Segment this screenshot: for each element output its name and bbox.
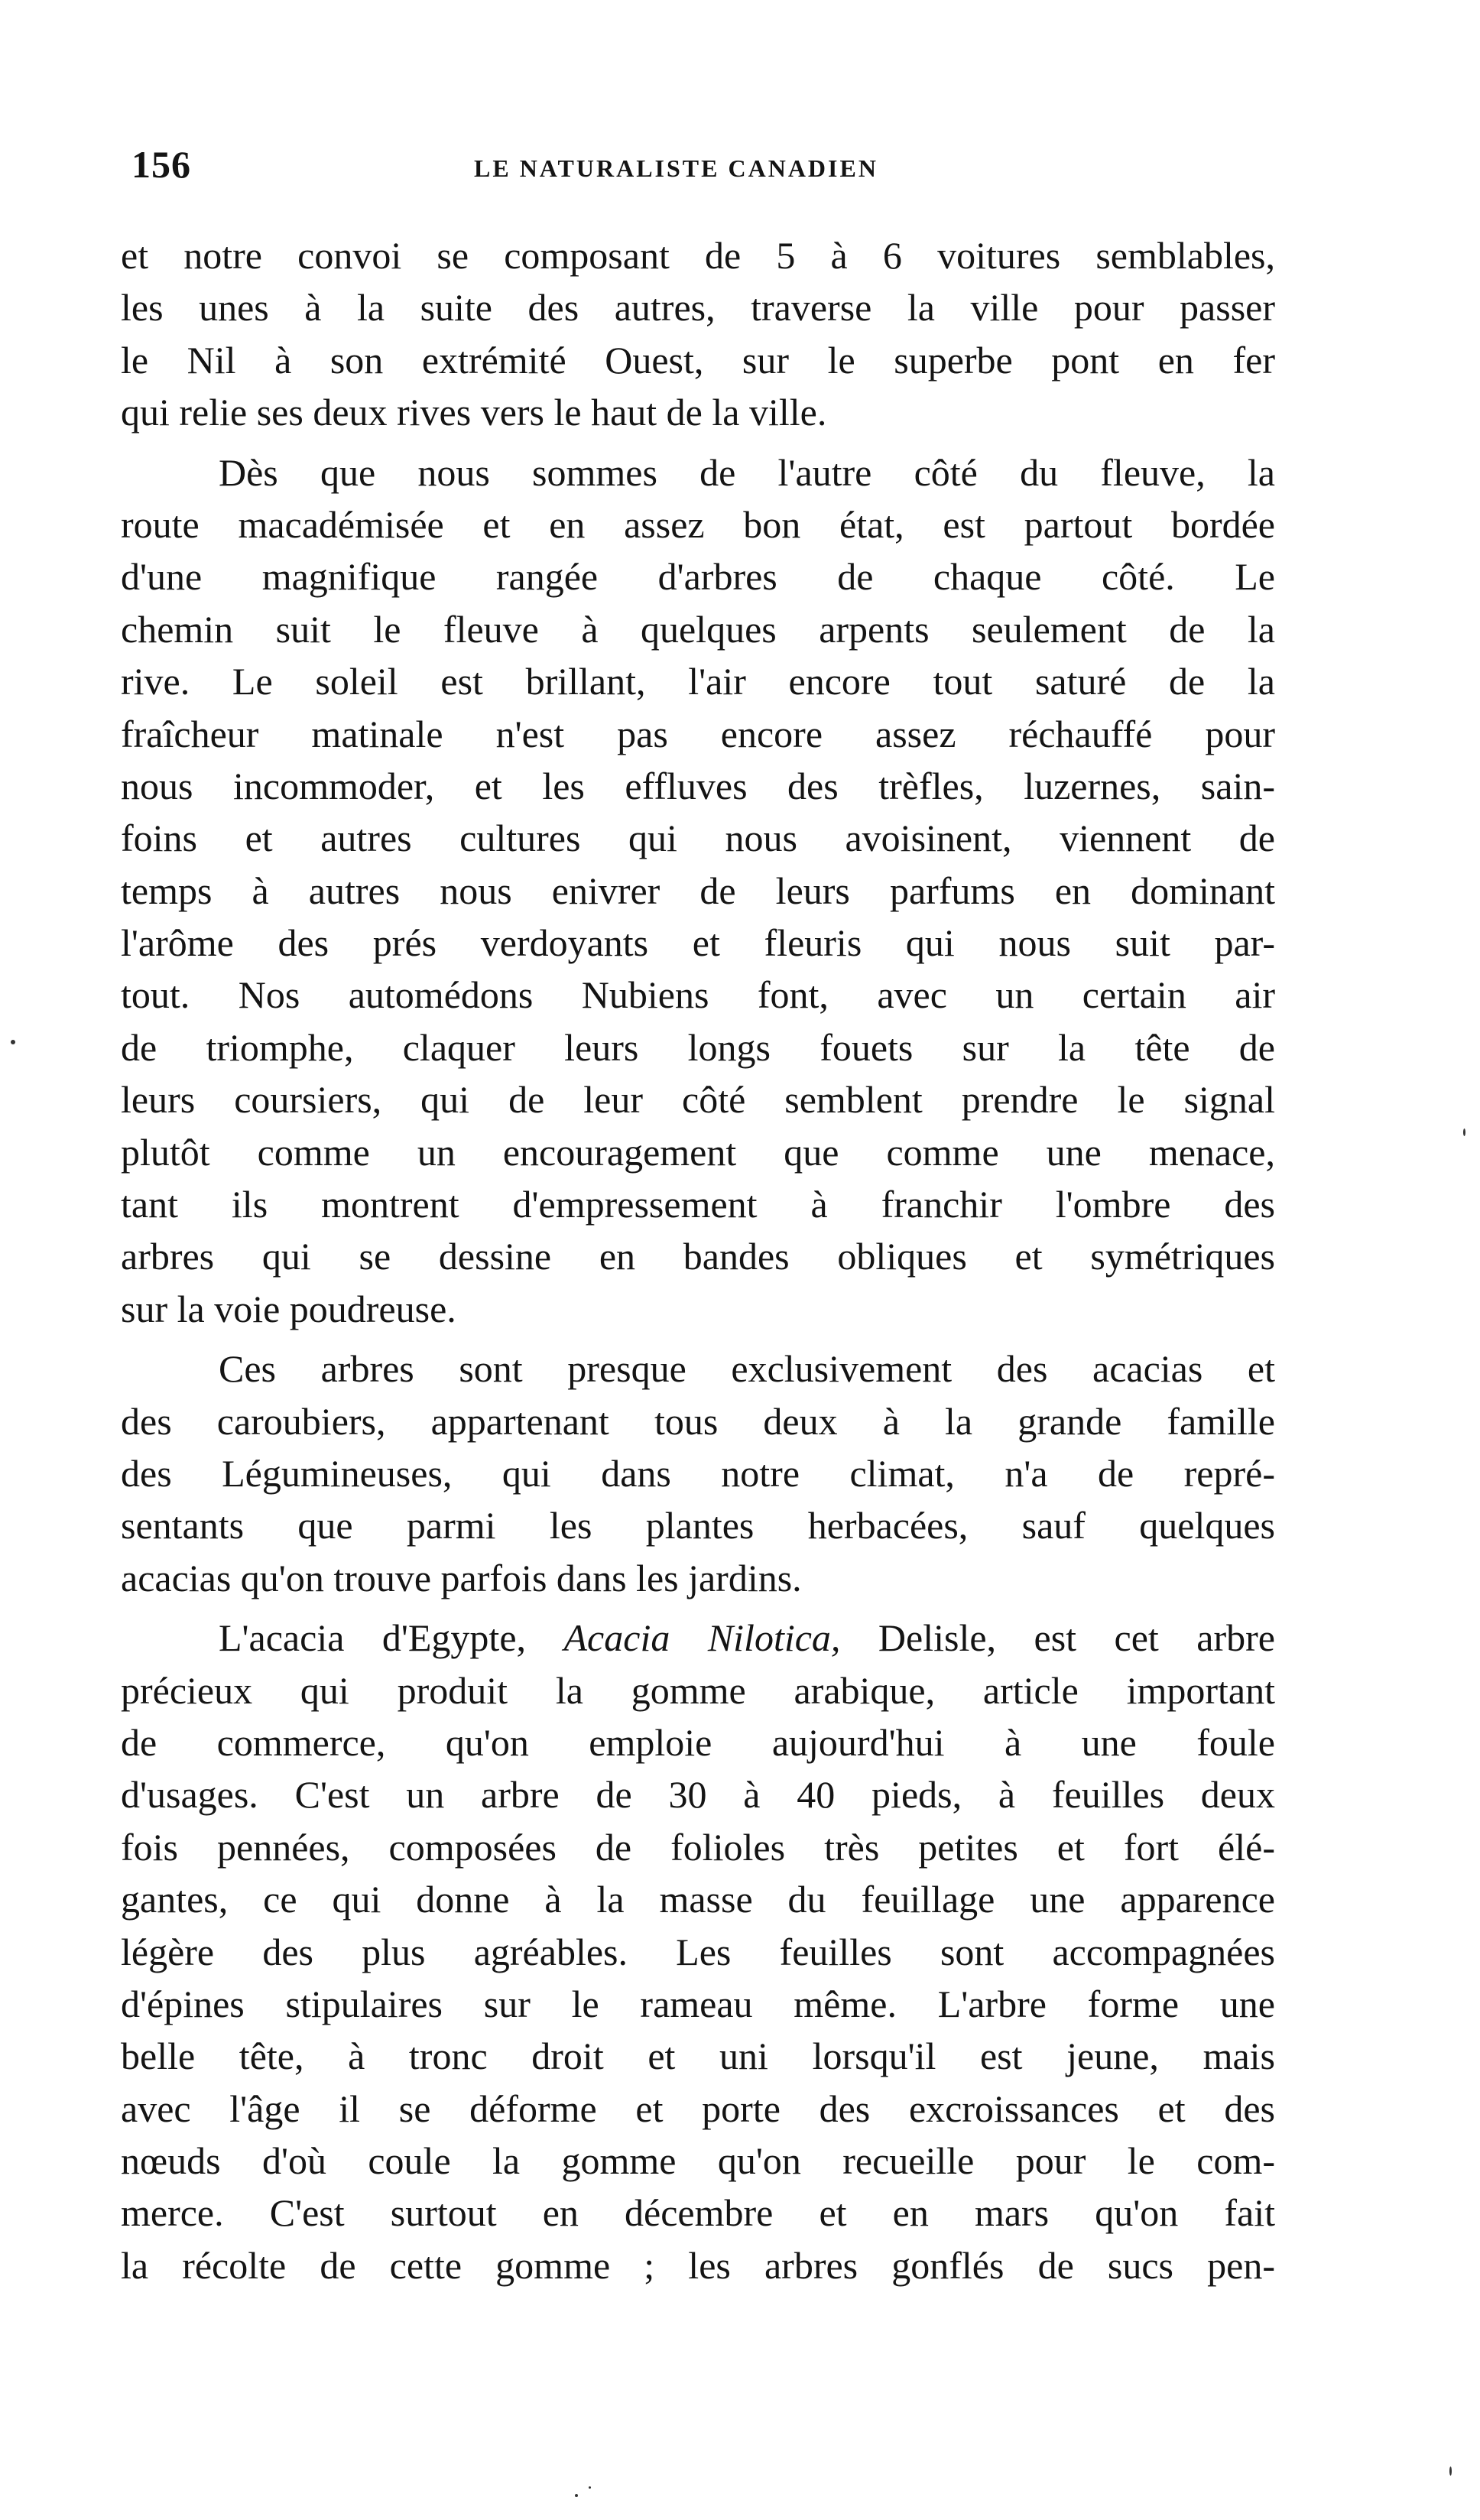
text-run: L'acacia d'Egypte, <box>219 1616 564 1660</box>
paragraph-1 <box>121 229 1275 439</box>
scan-speck <box>1463 1128 1465 1136</box>
paragraph-4 <box>121 1612 1275 2291</box>
text-line: qui relie ses deux rives vers le haut de la ville. <box>121 391 827 434</box>
running-head: LE NATURALISTE CANADIEN <box>474 154 878 182</box>
text-run: Delisle, est cet arbre <box>840 1616 1275 1660</box>
text-line: temps à autres nous enivrer de leurs parfums en dominant <box>121 869 1275 912</box>
scan-speck <box>11 1040 15 1044</box>
text-line: route macadémisée et en assez bon état, est partout bordée <box>121 502 1275 546</box>
species-name: Acacia Nilotica, <box>563 1616 841 1660</box>
text-line: nous incommoder, et les effluves des trèfles, luzernes, sain- <box>121 764 1275 807</box>
text-line: foins et autres cultures qui nous avoisinent, viennent de <box>121 817 1275 860</box>
text-line: légère des plus agréables. Les feuilles sont accompagnées <box>121 1930 1275 1973</box>
paragraph-3 <box>121 1343 1275 1604</box>
text-line: tout. Nos automédons Nubiens font, avec un certain air <box>121 973 1275 1017</box>
text-line: les unes à la suite des autres, traverse la ville pour passer <box>121 286 1275 330</box>
text-line: des Légumineuses, qui dans notre climat, n'a de repré- <box>121 1451 1275 1495</box>
page-number: 156 <box>131 143 191 186</box>
text-line: des caroubiers, appartenant tous deux à la grande famille <box>121 1399 1275 1443</box>
text-line: arbres qui se dessine en bandes obliques et symétriques <box>121 1235 1275 1278</box>
text-line: précieux qui produit la gomme arabique, article important <box>121 1668 1275 1712</box>
text-line: sur la voie poudreuse. <box>121 1287 456 1330</box>
text-line: belle tête, à tronc droit et uni lorsqu'il est jeune, mais <box>121 2035 1275 2078</box>
text-line: de triomphe, claquer leurs longs fouets sur la tête de <box>121 1025 1275 1069</box>
text-line: de commerce, qu'on emploie aujourd'hui à une foule <box>121 1720 1275 1764</box>
text-line: fois pennées, composées de folioles très petites et fort élé- <box>121 1825 1275 1869</box>
text-line: la récolte de cette gomme ; les arbres gonflés de sucs pen- <box>121 2243 1275 2287</box>
text-line: gantes, ce qui donne à la masse du feuillage une apparence <box>121 1878 1275 1921</box>
text-line: chemin suit le fleuve à quelques arpents seulement de la <box>121 607 1275 651</box>
text-line <box>121 1612 1275 1664</box>
text-line: fraîcheur matinale n'est pas encore assez réchauffé pour <box>121 712 1275 755</box>
page-header <box>131 142 1309 196</box>
text-line: le Nil à son extrémité Ouest, sur le superbe pont en fer <box>121 338 1275 382</box>
text-line: Ces arbres sont presque exclusivement des acacias et <box>219 1347 1275 1391</box>
text-line: nœuds d'où coule la gomme qu'on recueille pour le com- <box>121 2139 1275 2183</box>
text-line: Dès que nous sommes de l'autre côté du fleuve, la <box>219 450 1275 494</box>
scan-speck <box>589 2486 591 2489</box>
text-line: avec l'âge il se déforme et porte des excroissances et des <box>121 2086 1275 2130</box>
text-line: rive. Le soleil est brillant, l'air encore tout saturé de la <box>121 660 1275 703</box>
text-line: plutôt comme un encouragement que comme une menace, <box>121 1130 1275 1174</box>
text-line: acacias qu'on trouve parfois dans les jardins. <box>121 1556 802 1599</box>
text-line: et notre convoi se composant de 5 à 6 voitures semblables, <box>121 234 1275 277</box>
text-line: leurs coursiers, qui de leur côté semblent prendre le signal <box>121 1078 1275 1122</box>
text-line: d'épines stipulaires sur le rameau même. L'arbre forme une <box>121 1982 1275 2025</box>
text-line: d'une magnifique rangée d'arbres de chaque côté. Le <box>121 555 1275 599</box>
scan-speck <box>1449 2466 1452 2476</box>
scan-speck <box>575 2494 578 2497</box>
text-line: tant ils montrent d'empressement à franchir l'ombre des <box>121 1183 1275 1226</box>
paragraph-2 <box>121 447 1275 1336</box>
text-line: l'arôme des prés verdoyants et fleuris qui nous suit par- <box>121 921 1275 965</box>
text-line: d'usages. C'est un arbre de 30 à 40 pieds, à feuilles deux <box>121 1773 1275 1817</box>
text-line: merce. C'est surtout en décembre et en mars qu'on fait <box>121 2191 1275 2235</box>
body-text <box>121 229 1275 2299</box>
text-line: sentants que parmi les plantes herbacées, sauf quelques <box>121 1504 1275 1547</box>
